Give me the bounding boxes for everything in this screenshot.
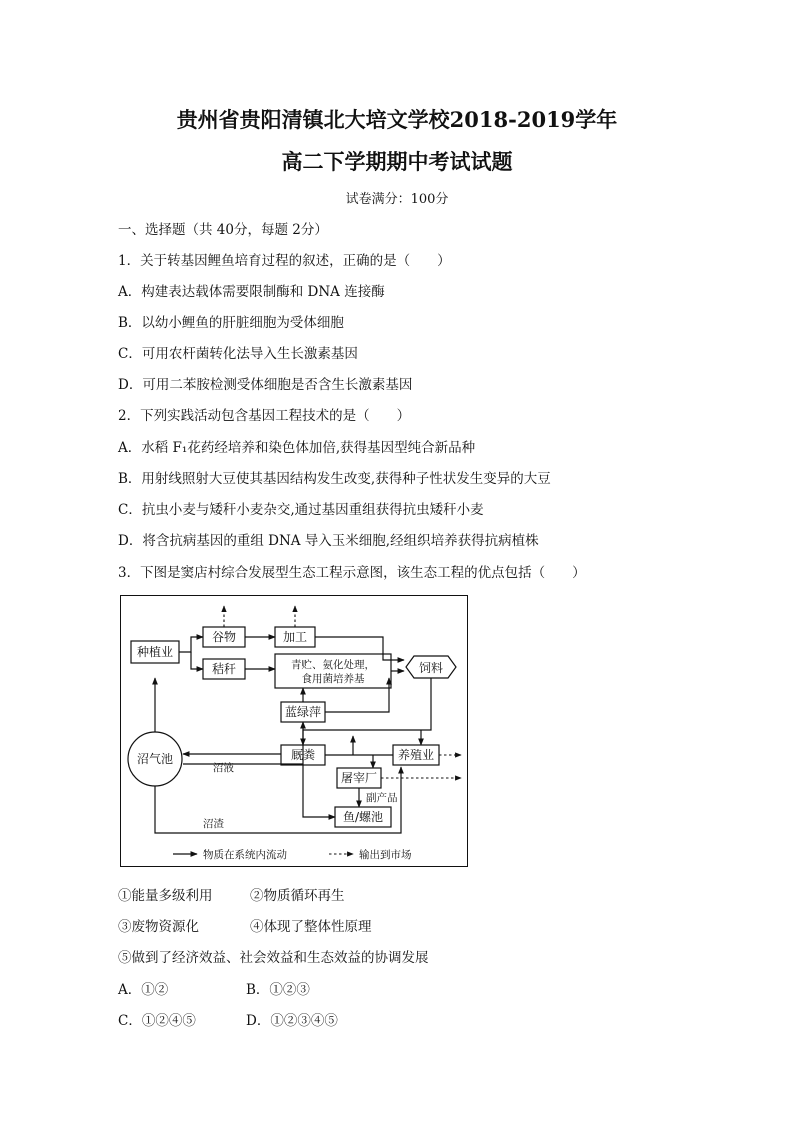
eco-engineering-diagram — [120, 595, 468, 867]
question-1-option-d: D．可用二苯胺检测受体细胞是否含生长激素基因 — [118, 377, 413, 393]
question-3-stem: 3．下图是窦店村综合发展型生态工程示意图，该生态工程的优点包括（ ） — [118, 565, 586, 581]
node-feed-label: 饲料 — [418, 661, 444, 675]
question-1-option-c: C．可用农杆菌转化法导入生长激素基因 — [118, 346, 358, 362]
question-2-option-c: C．抗虫小麦与矮秆小麦杂交,通过基因重组获得抗虫矮秆小麦 — [118, 502, 484, 518]
node-fishpond-label: 鱼/螺池 — [342, 810, 384, 824]
paper-title-line2: 高二下学期期中考试试题 — [281, 149, 513, 174]
question-1-stem: 1．关于转基因鲤鱼培育过程的叙述，正确的是（ ） — [118, 253, 451, 269]
paper-title-line1: 贵州省贵阳清镇北大培文学校2018-2019学年 — [176, 107, 618, 132]
question-2-option-a: A．水稻 F₁花药经培养和染色体加倍,获得基因型纯合新品种 — [118, 440, 476, 456]
statement-3: ③废物资源化 — [118, 919, 199, 935]
label-residue: 沼渣 — [203, 818, 224, 830]
node-treatment-label-1: 青贮、氨化处理， — [291, 659, 375, 671]
statement-1: ①能量多级利用 — [118, 888, 213, 904]
node-planting-label: 种植业 — [136, 645, 174, 659]
statement-2: ②物质循环再生 — [250, 888, 345, 904]
legend-solid-label: 物质在系统内流动 — [203, 849, 287, 861]
legend-dashed-label: 输出到市场 — [359, 849, 412, 861]
question-1-option-a: A．构建表达载体需要限制酶和 DNA 连接酶 — [118, 284, 385, 300]
full-score: 试卷满分：100分 — [345, 192, 449, 207]
statement-4: ④体现了整体性原理 — [250, 919, 372, 935]
statement-5: ⑤做到了经济效益、社会效益和生态效益的协调发展 — [118, 950, 429, 966]
choice-d: D．①②③④⑤ — [246, 1013, 338, 1029]
node-treatment-label-2: 食用菌培养基 — [301, 673, 365, 685]
choice-c: C．①②④⑤ — [118, 1013, 196, 1029]
node-straw-label: 秸秆 — [211, 662, 237, 676]
question-1-option-b: B．以幼小鲤鱼的肝脏细胞为受体细胞 — [118, 315, 344, 331]
node-biogas-label: 沼气池 — [136, 752, 174, 766]
node-livestock-label: 养殖业 — [397, 748, 435, 762]
node-manure-label: 厩粪 — [290, 748, 316, 762]
node-grain-label: 谷物 — [211, 630, 237, 644]
node-slaughter-label: 屠宰厂 — [340, 771, 378, 785]
section-heading: 一、选择题（共 40分，每题 2分） — [118, 222, 328, 238]
choice-a: A．①② — [118, 982, 169, 998]
choice-b: B．①②③ — [246, 982, 310, 998]
question-2-stem: 2．下列实践活动包含基因工程技术的是（ ） — [118, 408, 411, 424]
question-2-option-b: B．用射线照射大豆使其基因结构发生改变,获得种子性状发生变异的大豆 — [118, 471, 551, 487]
label-slurry: 沼液 — [213, 762, 234, 774]
question-2-option-d: D．将含抗病基因的重组 DNA 导入玉米细胞,经组织培养获得抗病植株 — [118, 533, 539, 549]
node-processing-label: 加工 — [282, 630, 308, 644]
label-byproduct: 副产品 — [366, 792, 398, 804]
node-algae-label: 蓝绿萍 — [284, 705, 322, 719]
